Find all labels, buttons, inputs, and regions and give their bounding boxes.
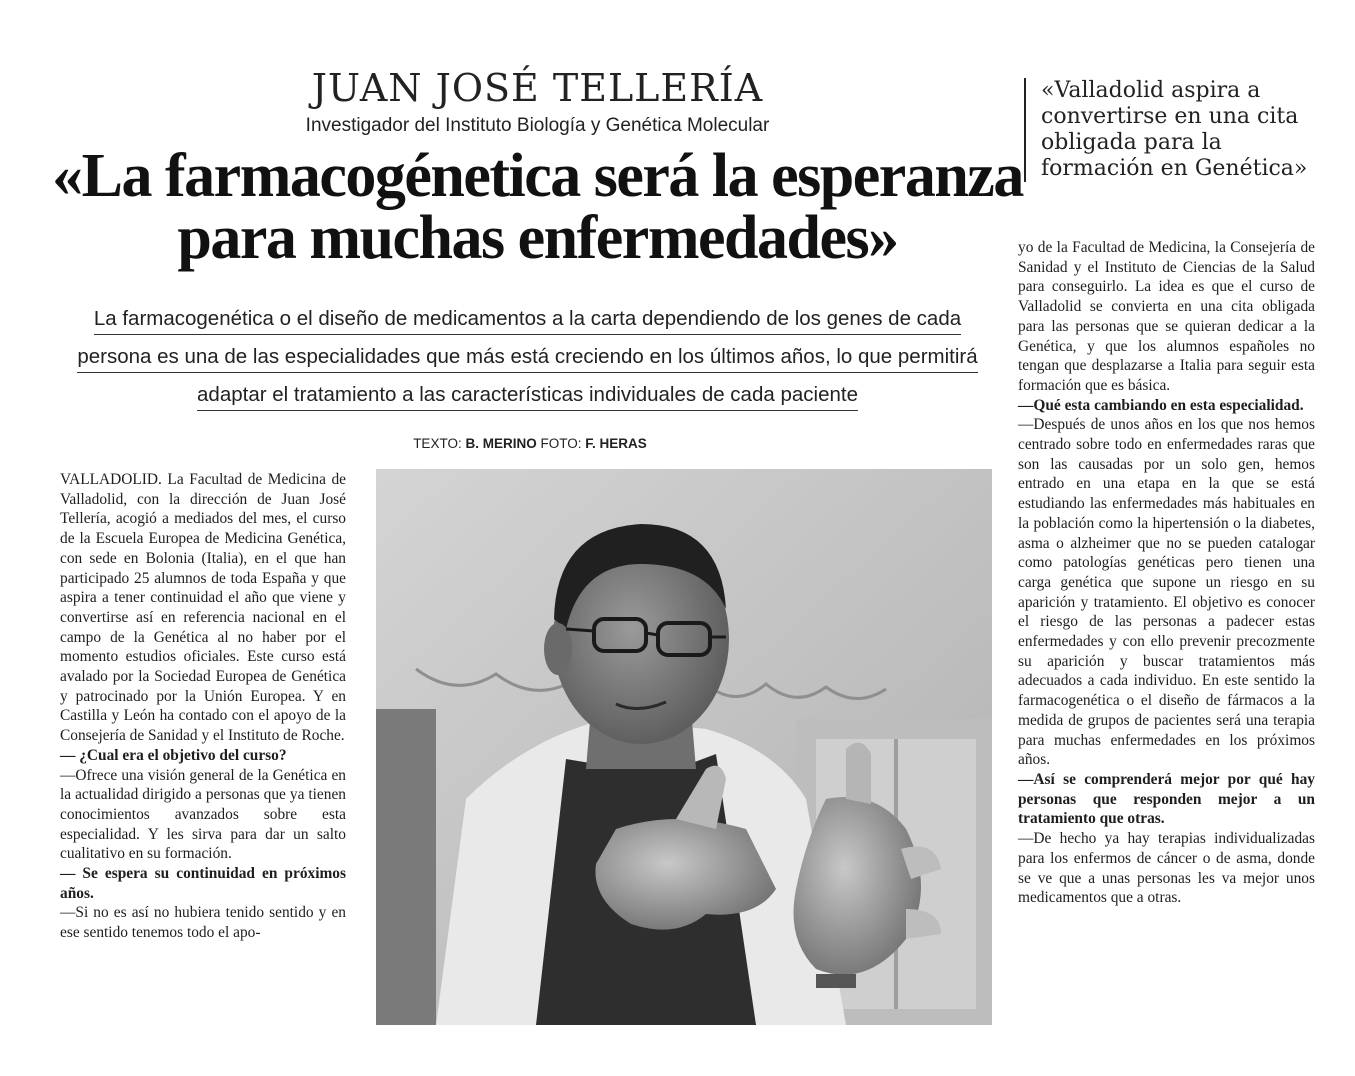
interviewee-role: Investigador del Instituto Biología y Genética Molecular bbox=[305, 115, 770, 136]
headline-line-2: para muchas enfermedades» bbox=[177, 204, 898, 272]
interviewee-name: JUAN JOSÉ TELLERÍA bbox=[311, 66, 764, 110]
pullquote-rule bbox=[1024, 78, 1026, 182]
byline bbox=[380, 436, 680, 451]
column1-paragraph: VALLADOLID. La Facultad de Medicina de Valladolid, con la dirección de Juan José Tellería, acogió a mediados del mes, el curso de la Escuela Europea de Medicina Genética, con sede en Bolonia (Italia), en el que han participado 25 alumnos de toda España y que aspira a tener continuidad el año que viene y convertirse así en referencia nacional en el campo de la Genética al no haber por el momento estudios oficiales. Este curso está avalado por la Sociedad Europea de Genética y patrocinado por la Unión Europea. Y en Castilla y León ha contado con el apoyo de la Consejería de Sanidad y el Instituto de Roche. bbox=[60, 471, 346, 745]
headline-line-1: «La farmacogénetica será la esperanza bbox=[52, 142, 1023, 210]
article-column-3 bbox=[1018, 238, 1315, 908]
answer-3: —Después de unos años en los que nos hemos centrado sobre todo en enfermedades raras que son las causadas por un solo gen, hemos entrado en una etapa en la que se está estudiando las enfermedades más habituales en la población como la hipertensión o la diabetes, asma o alzheimer que no se pueden catalogar como patologías genéticas pero tienen una carga genética que supone un riesgo en su aparición y tratamiento. El objetivo es conocer el riesgo de las personas a padecer estas enfermedades y con ello prevenir precozmente su aparición y buscar tratamientos más adecuados a cada individuo. En este sentido la farmacogenética o el diseño de fármacos a la medida de grupos de pacientes será una terapia para muchas enfermedades en los próximos años. bbox=[1018, 416, 1315, 769]
interviewee-photo bbox=[376, 469, 992, 1025]
standfirst-line-3: adaptar el tratamiento a las características individuales de cada paciente bbox=[197, 380, 858, 411]
standfirst-line-2: persona es una de las especialidades que más está creciendo en los últimos años, lo que permitirá bbox=[77, 342, 977, 373]
author-name: B. MERINO bbox=[465, 436, 537, 451]
column3-paragraph: yo de la Facultad de Medicina, la Consejería de Sanidad y el Instituto de Ciencias de la Salud para conseguirlo. La idea es que el curso de Valladolid se convierta en una cita obligada para las personas que se quieran dedicar a la Genética, y que los alumnos españoles no tengan que desplazarse a Italia para seguir esta formación que es básica. bbox=[1018, 239, 1315, 394]
text-credit-label: TEXTO: bbox=[413, 436, 462, 451]
pullquote: «Valladolid aspira a convertirse en una cita obligada para la formación en Genética» bbox=[1041, 78, 1308, 181]
question-1: — ¿Cual era el objetivo del curso? bbox=[60, 746, 287, 764]
photographer-name: F. HERAS bbox=[585, 436, 647, 451]
standfirst bbox=[60, 304, 995, 418]
question-3: —Qué esta cambiando en esta especialidad. bbox=[1018, 396, 1304, 414]
headline bbox=[40, 142, 1035, 272]
article-column-1 bbox=[60, 470, 346, 943]
question-4: —Así se comprenderá mejor por qué hay personas que responden mejor a un tratamiento que otras. bbox=[1018, 770, 1315, 828]
answer-2: —Si no es así no hubiera tenido sentido y en ese sentido tenemos todo el apo- bbox=[60, 904, 346, 942]
answer-1: —Ofrece una visión general de la Genética en la actualidad dirigido a personas que ya tienen conocimientos avanzados sobre esta especialidad. Y les sirva para dar un salto cualitativo en su formación. bbox=[60, 766, 346, 863]
question-2: — Se espera su continuidad en próximos años. bbox=[60, 865, 346, 902]
standfirst-line-1: La farmacogenética o el diseño de medicamentos a la carta dependiendo de los genes de cada bbox=[94, 304, 961, 335]
answer-4: —De hecho ya hay terapias individualizadas para los enfermos de cáncer o de asma, donde se ve que a unas personas les va mejor unos medicamentos que a otras. bbox=[1018, 830, 1315, 907]
photo-credit-label: FOTO: bbox=[540, 436, 582, 451]
